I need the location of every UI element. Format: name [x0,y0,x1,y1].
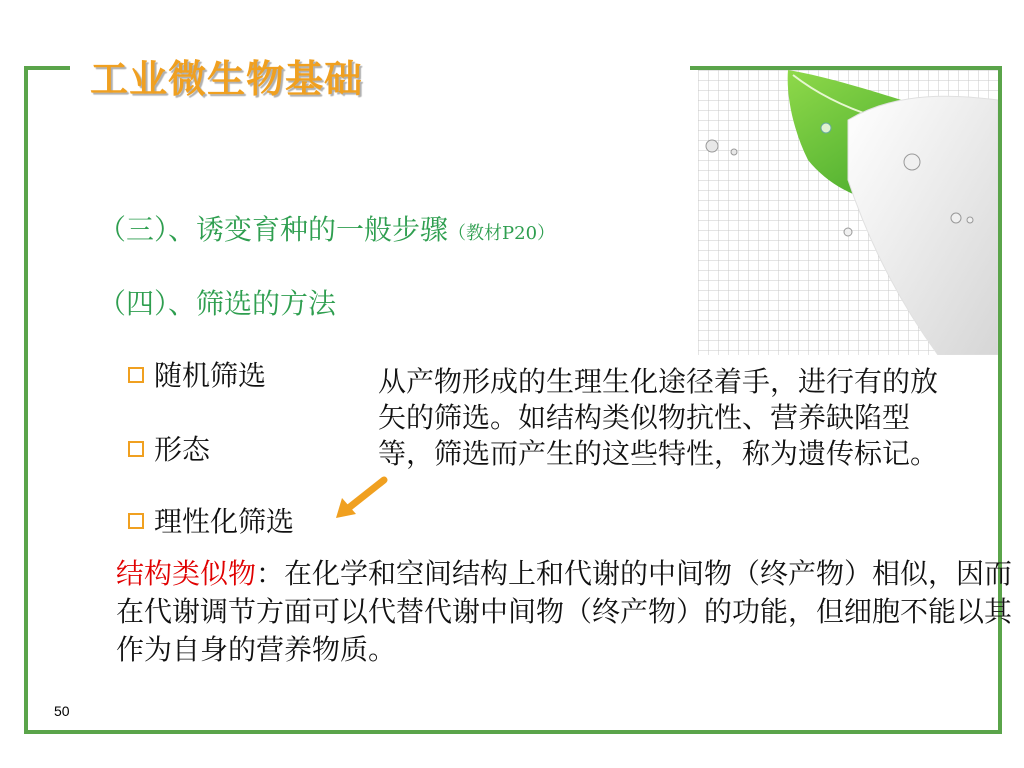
textbook-reference: （教材P20） [448,223,556,244]
heading-screening-methods: （四）、筛选的方法 [98,287,337,320]
bullet-box-icon [128,367,144,383]
heading-mutation-steps-text: （三）、诱变育种的一般步骤 [98,213,449,246]
leaf-decoration [698,70,998,355]
bullet-text: 形态 [154,433,211,466]
bullet-box-icon [128,441,144,457]
note-term: 结构类似物 [116,557,257,590]
frame-top-left [24,66,70,70]
note-body: ：在化学和空间结构上和代谢的中间物（终产物）相似，因而在代谢调节方面可以代替代谢中间物（终产物）的功能，但细胞不能以其作为自身的营养物质。 [116,557,1013,666]
slide-title: 工业微生物基础 [90,56,364,101]
bullet-text: 随机筛选 [154,359,267,392]
frame-left [24,66,28,734]
bullet-item [128,354,266,394]
bullet-text: 理性化筛选 [154,505,295,538]
heading-mutation-steps [98,208,555,248]
rational-screening-description: 从产物形成的生理生化途径着手，进行有的放矢的筛选。如结构类似物抗性、营养缺陷型等，筛选而产生的这些特性，称为遗传标记。 [378,365,939,470]
structural-analog-note [116,555,1024,669]
frame-bottom [24,730,1002,734]
bullet-item [128,428,210,468]
bullet-item [128,500,294,540]
page-number: 50 [54,703,70,719]
arrow-icon [332,476,392,520]
bullet-box-icon [128,513,144,529]
